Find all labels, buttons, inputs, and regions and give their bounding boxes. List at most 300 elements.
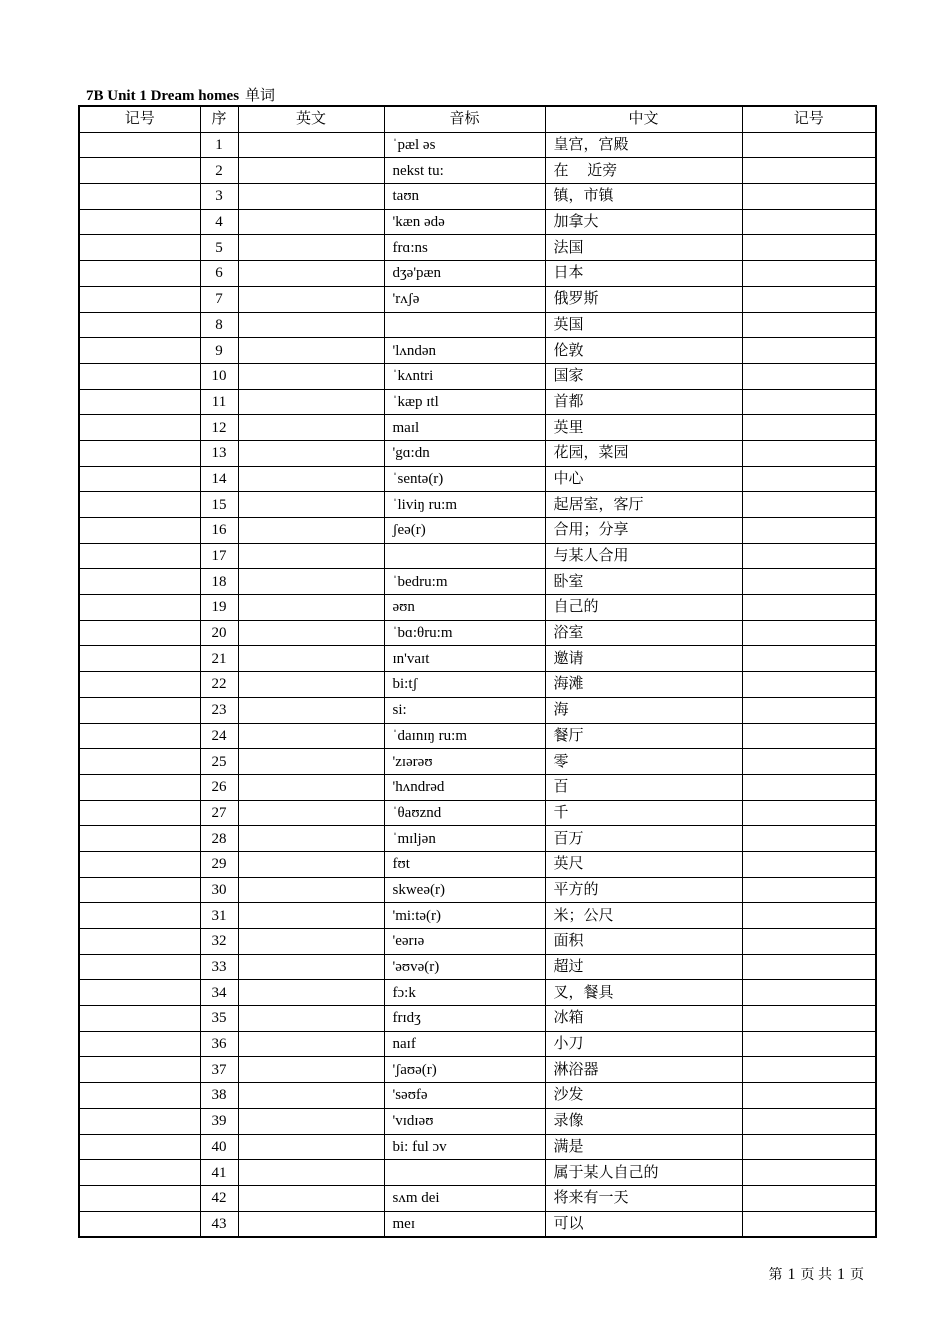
table-row xyxy=(79,518,876,544)
chinese-cell: 餐厅 xyxy=(545,723,742,749)
title-suffix: 单词 xyxy=(245,88,276,104)
footer-suffix: 页 xyxy=(850,1268,864,1283)
table-row xyxy=(79,389,876,415)
phonetic-cell: 'mi:tə(r) xyxy=(384,903,545,929)
mark-cell-2 xyxy=(742,954,876,980)
index-cell: 22 xyxy=(200,672,238,698)
chinese-cell: 淋浴器 xyxy=(545,1057,742,1083)
chinese-cell: 俄罗斯 xyxy=(545,286,742,312)
index-cell: 9 xyxy=(200,338,238,364)
table-row xyxy=(79,1185,876,1211)
index-cell: 17 xyxy=(200,543,238,569)
phonetic-cell: nekst tu: xyxy=(384,158,545,184)
table-row xyxy=(79,1083,876,1109)
english-cell xyxy=(238,184,384,210)
english-cell xyxy=(238,338,384,364)
table-row xyxy=(79,286,876,312)
header-index: 序 xyxy=(200,106,238,132)
mark-cell xyxy=(79,132,200,158)
mark-cell xyxy=(79,184,200,210)
table-row xyxy=(79,466,876,492)
mark-cell xyxy=(79,1083,200,1109)
index-cell: 33 xyxy=(200,954,238,980)
mark-cell-2 xyxy=(742,723,876,749)
mark-cell xyxy=(79,595,200,621)
english-cell xyxy=(238,415,384,441)
english-cell xyxy=(238,1185,384,1211)
mark-cell xyxy=(79,774,200,800)
mark-cell-2 xyxy=(742,1057,876,1083)
english-cell xyxy=(238,877,384,903)
mark-cell xyxy=(79,518,200,544)
phonetic-cell: 'gɑ:dn xyxy=(384,440,545,466)
mark-cell xyxy=(79,749,200,775)
phonetic-cell: 'hʌndrəd xyxy=(384,774,545,800)
index-cell: 15 xyxy=(200,492,238,518)
header-chinese: 中文 xyxy=(545,106,742,132)
mark-cell xyxy=(79,903,200,929)
chinese-cell: 平方的 xyxy=(545,877,742,903)
mark-cell-2 xyxy=(742,672,876,698)
table-row xyxy=(79,132,876,158)
english-cell xyxy=(238,158,384,184)
chinese-cell: 伦敦 xyxy=(545,338,742,364)
chinese-cell: 沙发 xyxy=(545,1083,742,1109)
table-row xyxy=(79,184,876,210)
mark-cell xyxy=(79,209,200,235)
mark-cell-2 xyxy=(742,363,876,389)
mark-cell xyxy=(79,286,200,312)
phonetic-cell: frɪdʒ xyxy=(384,1006,545,1032)
english-cell xyxy=(238,595,384,621)
chinese-cell: 小刀 xyxy=(545,1031,742,1057)
index-cell: 3 xyxy=(200,184,238,210)
phonetic-cell: naɪf xyxy=(384,1031,545,1057)
phonetic-cell: 'səʊfə xyxy=(384,1083,545,1109)
mark-cell-2 xyxy=(742,595,876,621)
mark-cell xyxy=(79,440,200,466)
index-cell: 42 xyxy=(200,1185,238,1211)
chinese-cell: 浴室 xyxy=(545,620,742,646)
phonetic-cell: bi:tʃ xyxy=(384,672,545,698)
mark-cell-2 xyxy=(742,1185,876,1211)
english-cell xyxy=(238,389,384,415)
title-text: 7B Unit 1 Dream homes xyxy=(86,88,240,104)
index-cell: 13 xyxy=(200,440,238,466)
mark-cell xyxy=(79,1006,200,1032)
chinese-cell: 日本 xyxy=(545,261,742,287)
table-row xyxy=(79,851,876,877)
chinese-cell: 中心 xyxy=(545,466,742,492)
mark-cell xyxy=(79,697,200,723)
chinese-cell: 在 近旁 xyxy=(545,158,742,184)
index-cell: 8 xyxy=(200,312,238,338)
english-cell xyxy=(238,1211,384,1237)
phonetic-cell: fɔ:k xyxy=(384,980,545,1006)
index-cell: 18 xyxy=(200,569,238,595)
mark-cell-2 xyxy=(742,389,876,415)
table-row xyxy=(79,672,876,698)
index-cell: 29 xyxy=(200,851,238,877)
mark-cell-2 xyxy=(742,338,876,364)
english-cell xyxy=(238,903,384,929)
mark-cell-2 xyxy=(742,929,876,955)
index-cell: 34 xyxy=(200,980,238,1006)
table-row xyxy=(79,749,876,775)
table-row xyxy=(79,800,876,826)
mark-cell-2 xyxy=(742,620,876,646)
chinese-cell: 邀请 xyxy=(545,646,742,672)
table-row xyxy=(79,1211,876,1237)
chinese-cell: 英国 xyxy=(545,312,742,338)
chinese-cell: 卧室 xyxy=(545,569,742,595)
english-cell xyxy=(238,235,384,261)
table-row xyxy=(79,929,876,955)
table-row xyxy=(79,1108,876,1134)
footer-prefix: 第 xyxy=(768,1268,783,1283)
chinese-cell: 海 xyxy=(545,697,742,723)
mark-cell-2 xyxy=(742,800,876,826)
mark-cell-2 xyxy=(742,184,876,210)
table-row xyxy=(79,492,876,518)
mark-cell-2 xyxy=(742,415,876,441)
index-cell: 35 xyxy=(200,1006,238,1032)
table-row xyxy=(79,620,876,646)
chinese-cell: 与某人合用 xyxy=(545,543,742,569)
mark-cell xyxy=(79,389,200,415)
index-cell: 27 xyxy=(200,800,238,826)
table-row xyxy=(79,363,876,389)
phonetic-cell: 'eərɪə xyxy=(384,929,545,955)
english-cell xyxy=(238,1160,384,1186)
table-row xyxy=(79,1134,876,1160)
english-cell xyxy=(238,518,384,544)
mark-cell-2 xyxy=(742,235,876,261)
index-cell: 26 xyxy=(200,774,238,800)
vocabulary-table xyxy=(78,105,877,1238)
english-cell xyxy=(238,1134,384,1160)
chinese-cell: 皇宫，宫殿 xyxy=(545,132,742,158)
index-cell: 10 xyxy=(200,363,238,389)
chinese-cell: 零 xyxy=(545,749,742,775)
chinese-cell: 冰箱 xyxy=(545,1006,742,1032)
table-row xyxy=(79,415,876,441)
phonetic-cell: ˈbedru:m xyxy=(384,569,545,595)
mark-cell xyxy=(79,954,200,980)
mark-cell xyxy=(79,543,200,569)
english-cell xyxy=(238,954,384,980)
phonetic-cell: bi: ful ɔv xyxy=(384,1134,545,1160)
mark-cell xyxy=(79,826,200,852)
phonetic-cell: frɑ:ns xyxy=(384,235,545,261)
mark-cell-2 xyxy=(742,1211,876,1237)
english-cell xyxy=(238,132,384,158)
phonetic-cell: ˈpæl əs xyxy=(384,132,545,158)
phonetic-cell: taʊn xyxy=(384,184,545,210)
table-row xyxy=(79,774,876,800)
mark-cell xyxy=(79,1160,200,1186)
mark-cell-2 xyxy=(742,312,876,338)
chinese-cell: 自己的 xyxy=(545,595,742,621)
mark-cell-2 xyxy=(742,518,876,544)
table-row xyxy=(79,826,876,852)
chinese-cell: 加拿大 xyxy=(545,209,742,235)
mark-cell xyxy=(79,312,200,338)
index-cell: 23 xyxy=(200,697,238,723)
chinese-cell: 花园，菜园 xyxy=(545,440,742,466)
chinese-cell: 百 xyxy=(545,774,742,800)
index-cell: 36 xyxy=(200,1031,238,1057)
index-cell: 39 xyxy=(200,1108,238,1134)
table-row xyxy=(79,723,876,749)
index-cell: 28 xyxy=(200,826,238,852)
index-cell: 14 xyxy=(200,466,238,492)
mark-cell xyxy=(79,158,200,184)
english-cell xyxy=(238,209,384,235)
table-header-row xyxy=(79,106,876,132)
phonetic-cell: maɪl xyxy=(384,415,545,441)
index-cell: 37 xyxy=(200,1057,238,1083)
index-cell: 7 xyxy=(200,286,238,312)
phonetic-cell: ˈkʌntri xyxy=(384,363,545,389)
mark-cell xyxy=(79,261,200,287)
mark-cell xyxy=(79,235,200,261)
mark-cell xyxy=(79,1031,200,1057)
index-cell: 19 xyxy=(200,595,238,621)
table-row xyxy=(79,697,876,723)
table-row xyxy=(79,903,876,929)
index-cell: 25 xyxy=(200,749,238,775)
english-cell xyxy=(238,723,384,749)
mark-cell-2 xyxy=(742,543,876,569)
mark-cell xyxy=(79,492,200,518)
mark-cell xyxy=(79,415,200,441)
mark-cell-2 xyxy=(742,1160,876,1186)
index-cell: 38 xyxy=(200,1083,238,1109)
phonetic-cell: ˈdaɪnɪŋ ru:m xyxy=(384,723,545,749)
phonetic-cell: 'vɪdɪəʊ xyxy=(384,1108,545,1134)
index-cell: 12 xyxy=(200,415,238,441)
index-cell: 41 xyxy=(200,1160,238,1186)
index-cell: 4 xyxy=(200,209,238,235)
phonetic-cell: meɪ xyxy=(384,1211,545,1237)
chinese-cell: 属于某人自己的 xyxy=(545,1160,742,1186)
english-cell xyxy=(238,774,384,800)
chinese-cell: 录像 xyxy=(545,1108,742,1134)
footer-middle: 页 共 xyxy=(800,1268,832,1283)
mark-cell xyxy=(79,646,200,672)
mark-cell xyxy=(79,363,200,389)
phonetic-cell: əʊn xyxy=(384,595,545,621)
mark-cell xyxy=(79,466,200,492)
index-cell: 31 xyxy=(200,903,238,929)
index-cell: 1 xyxy=(200,132,238,158)
chinese-cell: 镇，市镇 xyxy=(545,184,742,210)
table-row xyxy=(79,158,876,184)
mark-cell-2 xyxy=(742,877,876,903)
mark-cell xyxy=(79,1134,200,1160)
header-mark: 记号 xyxy=(79,106,200,132)
mark-cell-2 xyxy=(742,132,876,158)
mark-cell-2 xyxy=(742,1134,876,1160)
phonetic-cell: sʌm dei xyxy=(384,1185,545,1211)
english-cell xyxy=(238,312,384,338)
mark-cell-2 xyxy=(742,286,876,312)
mark-cell xyxy=(79,1108,200,1134)
table-row xyxy=(79,1006,876,1032)
table-row xyxy=(79,980,876,1006)
phonetic-cell: 'əʊvə(r) xyxy=(384,954,545,980)
chinese-cell: 超过 xyxy=(545,954,742,980)
phonetic-cell: 'zɪərəʊ xyxy=(384,749,545,775)
index-cell: 2 xyxy=(200,158,238,184)
mark-cell-2 xyxy=(742,826,876,852)
index-cell: 30 xyxy=(200,877,238,903)
table-row xyxy=(79,261,876,287)
phonetic-cell: 'kæn ədə xyxy=(384,209,545,235)
phonetic-cell xyxy=(384,543,545,569)
header-phonetic: 音标 xyxy=(384,106,545,132)
page-number: 1 xyxy=(787,1266,796,1283)
mark-cell xyxy=(79,929,200,955)
mark-cell xyxy=(79,569,200,595)
table-row xyxy=(79,646,876,672)
mark-cell xyxy=(79,800,200,826)
mark-cell-2 xyxy=(742,851,876,877)
english-cell xyxy=(238,646,384,672)
chinese-cell: 英里 xyxy=(545,415,742,441)
phonetic-cell: ˈbɑ:θru:m xyxy=(384,620,545,646)
chinese-cell: 法国 xyxy=(545,235,742,261)
phonetic-cell xyxy=(384,312,545,338)
mark-cell xyxy=(79,338,200,364)
mark-cell-2 xyxy=(742,261,876,287)
english-cell xyxy=(238,851,384,877)
english-cell xyxy=(238,800,384,826)
index-cell: 32 xyxy=(200,929,238,955)
mark-cell xyxy=(79,723,200,749)
table-row xyxy=(79,1160,876,1186)
mark-cell-2 xyxy=(742,1006,876,1032)
index-cell: 5 xyxy=(200,235,238,261)
mark-cell-2 xyxy=(742,646,876,672)
phonetic-cell: ɪn'vaɪt xyxy=(384,646,545,672)
mark-cell-2 xyxy=(742,1108,876,1134)
phonetic-cell: ˈmɪljən xyxy=(384,826,545,852)
english-cell xyxy=(238,672,384,698)
mark-cell xyxy=(79,1185,200,1211)
chinese-cell: 海滩 xyxy=(545,672,742,698)
english-cell xyxy=(238,826,384,852)
mark-cell-2 xyxy=(742,1031,876,1057)
english-cell xyxy=(238,543,384,569)
phonetic-cell: ˈsentə(r) xyxy=(384,466,545,492)
phonetic-cell xyxy=(384,1160,545,1186)
index-cell: 6 xyxy=(200,261,238,287)
chinese-cell: 起居室，客厅 xyxy=(545,492,742,518)
page-total: 1 xyxy=(837,1266,845,1283)
table-row xyxy=(79,235,876,261)
mark-cell-2 xyxy=(742,903,876,929)
mark-cell-2 xyxy=(742,466,876,492)
english-cell xyxy=(238,929,384,955)
english-cell xyxy=(238,492,384,518)
english-cell xyxy=(238,466,384,492)
english-cell xyxy=(238,697,384,723)
mark-cell xyxy=(79,1211,200,1237)
mark-cell xyxy=(79,851,200,877)
chinese-cell: 面积 xyxy=(545,929,742,955)
mark-cell-2 xyxy=(742,980,876,1006)
mark-cell-2 xyxy=(742,774,876,800)
table-row xyxy=(79,1031,876,1057)
chinese-cell: 米；公尺 xyxy=(545,903,742,929)
english-cell xyxy=(238,749,384,775)
table-row xyxy=(79,569,876,595)
english-cell xyxy=(238,440,384,466)
phonetic-cell: 'ʃaʊə(r) xyxy=(384,1057,545,1083)
page-footer xyxy=(769,1264,865,1284)
table-row xyxy=(79,543,876,569)
chinese-cell: 百万 xyxy=(545,826,742,852)
phonetic-cell: ʃeə(r) xyxy=(384,518,545,544)
header-english: 英文 xyxy=(238,106,384,132)
index-cell: 40 xyxy=(200,1134,238,1160)
phonetic-cell: ˈθaʊznd xyxy=(384,800,545,826)
mark-cell-2 xyxy=(742,209,876,235)
english-cell xyxy=(238,620,384,646)
table-row xyxy=(79,312,876,338)
phonetic-cell: ˈkæp ɪtl xyxy=(384,389,545,415)
document-title xyxy=(86,84,275,105)
chinese-cell: 可以 xyxy=(545,1211,742,1237)
table-row xyxy=(79,440,876,466)
phonetic-cell: dʒə'pæn xyxy=(384,261,545,287)
mark-cell xyxy=(79,620,200,646)
english-cell xyxy=(238,286,384,312)
chinese-cell: 合用；分享 xyxy=(545,518,742,544)
chinese-cell: 英尺 xyxy=(545,851,742,877)
phonetic-cell: 'rʌʃə xyxy=(384,286,545,312)
table-row xyxy=(79,877,876,903)
english-cell xyxy=(238,1108,384,1134)
table-row xyxy=(79,1057,876,1083)
english-cell xyxy=(238,363,384,389)
index-cell: 43 xyxy=(200,1211,238,1237)
mark-cell-2 xyxy=(742,569,876,595)
mark-cell xyxy=(79,672,200,698)
chinese-cell: 满是 xyxy=(545,1134,742,1160)
phonetic-cell: si: xyxy=(384,697,545,723)
mark-cell xyxy=(79,877,200,903)
english-cell xyxy=(238,569,384,595)
chinese-cell: 国家 xyxy=(545,363,742,389)
chinese-cell: 叉，餐具 xyxy=(545,980,742,1006)
english-cell xyxy=(238,1006,384,1032)
mark-cell-2 xyxy=(742,1083,876,1109)
mark-cell xyxy=(79,1057,200,1083)
english-cell xyxy=(238,1057,384,1083)
table-row xyxy=(79,954,876,980)
index-cell: 11 xyxy=(200,389,238,415)
table-row xyxy=(79,209,876,235)
index-cell: 21 xyxy=(200,646,238,672)
index-cell: 16 xyxy=(200,518,238,544)
phonetic-cell: 'lʌndən xyxy=(384,338,545,364)
mark-cell-2 xyxy=(742,749,876,775)
mark-cell-2 xyxy=(742,492,876,518)
english-cell xyxy=(238,980,384,1006)
